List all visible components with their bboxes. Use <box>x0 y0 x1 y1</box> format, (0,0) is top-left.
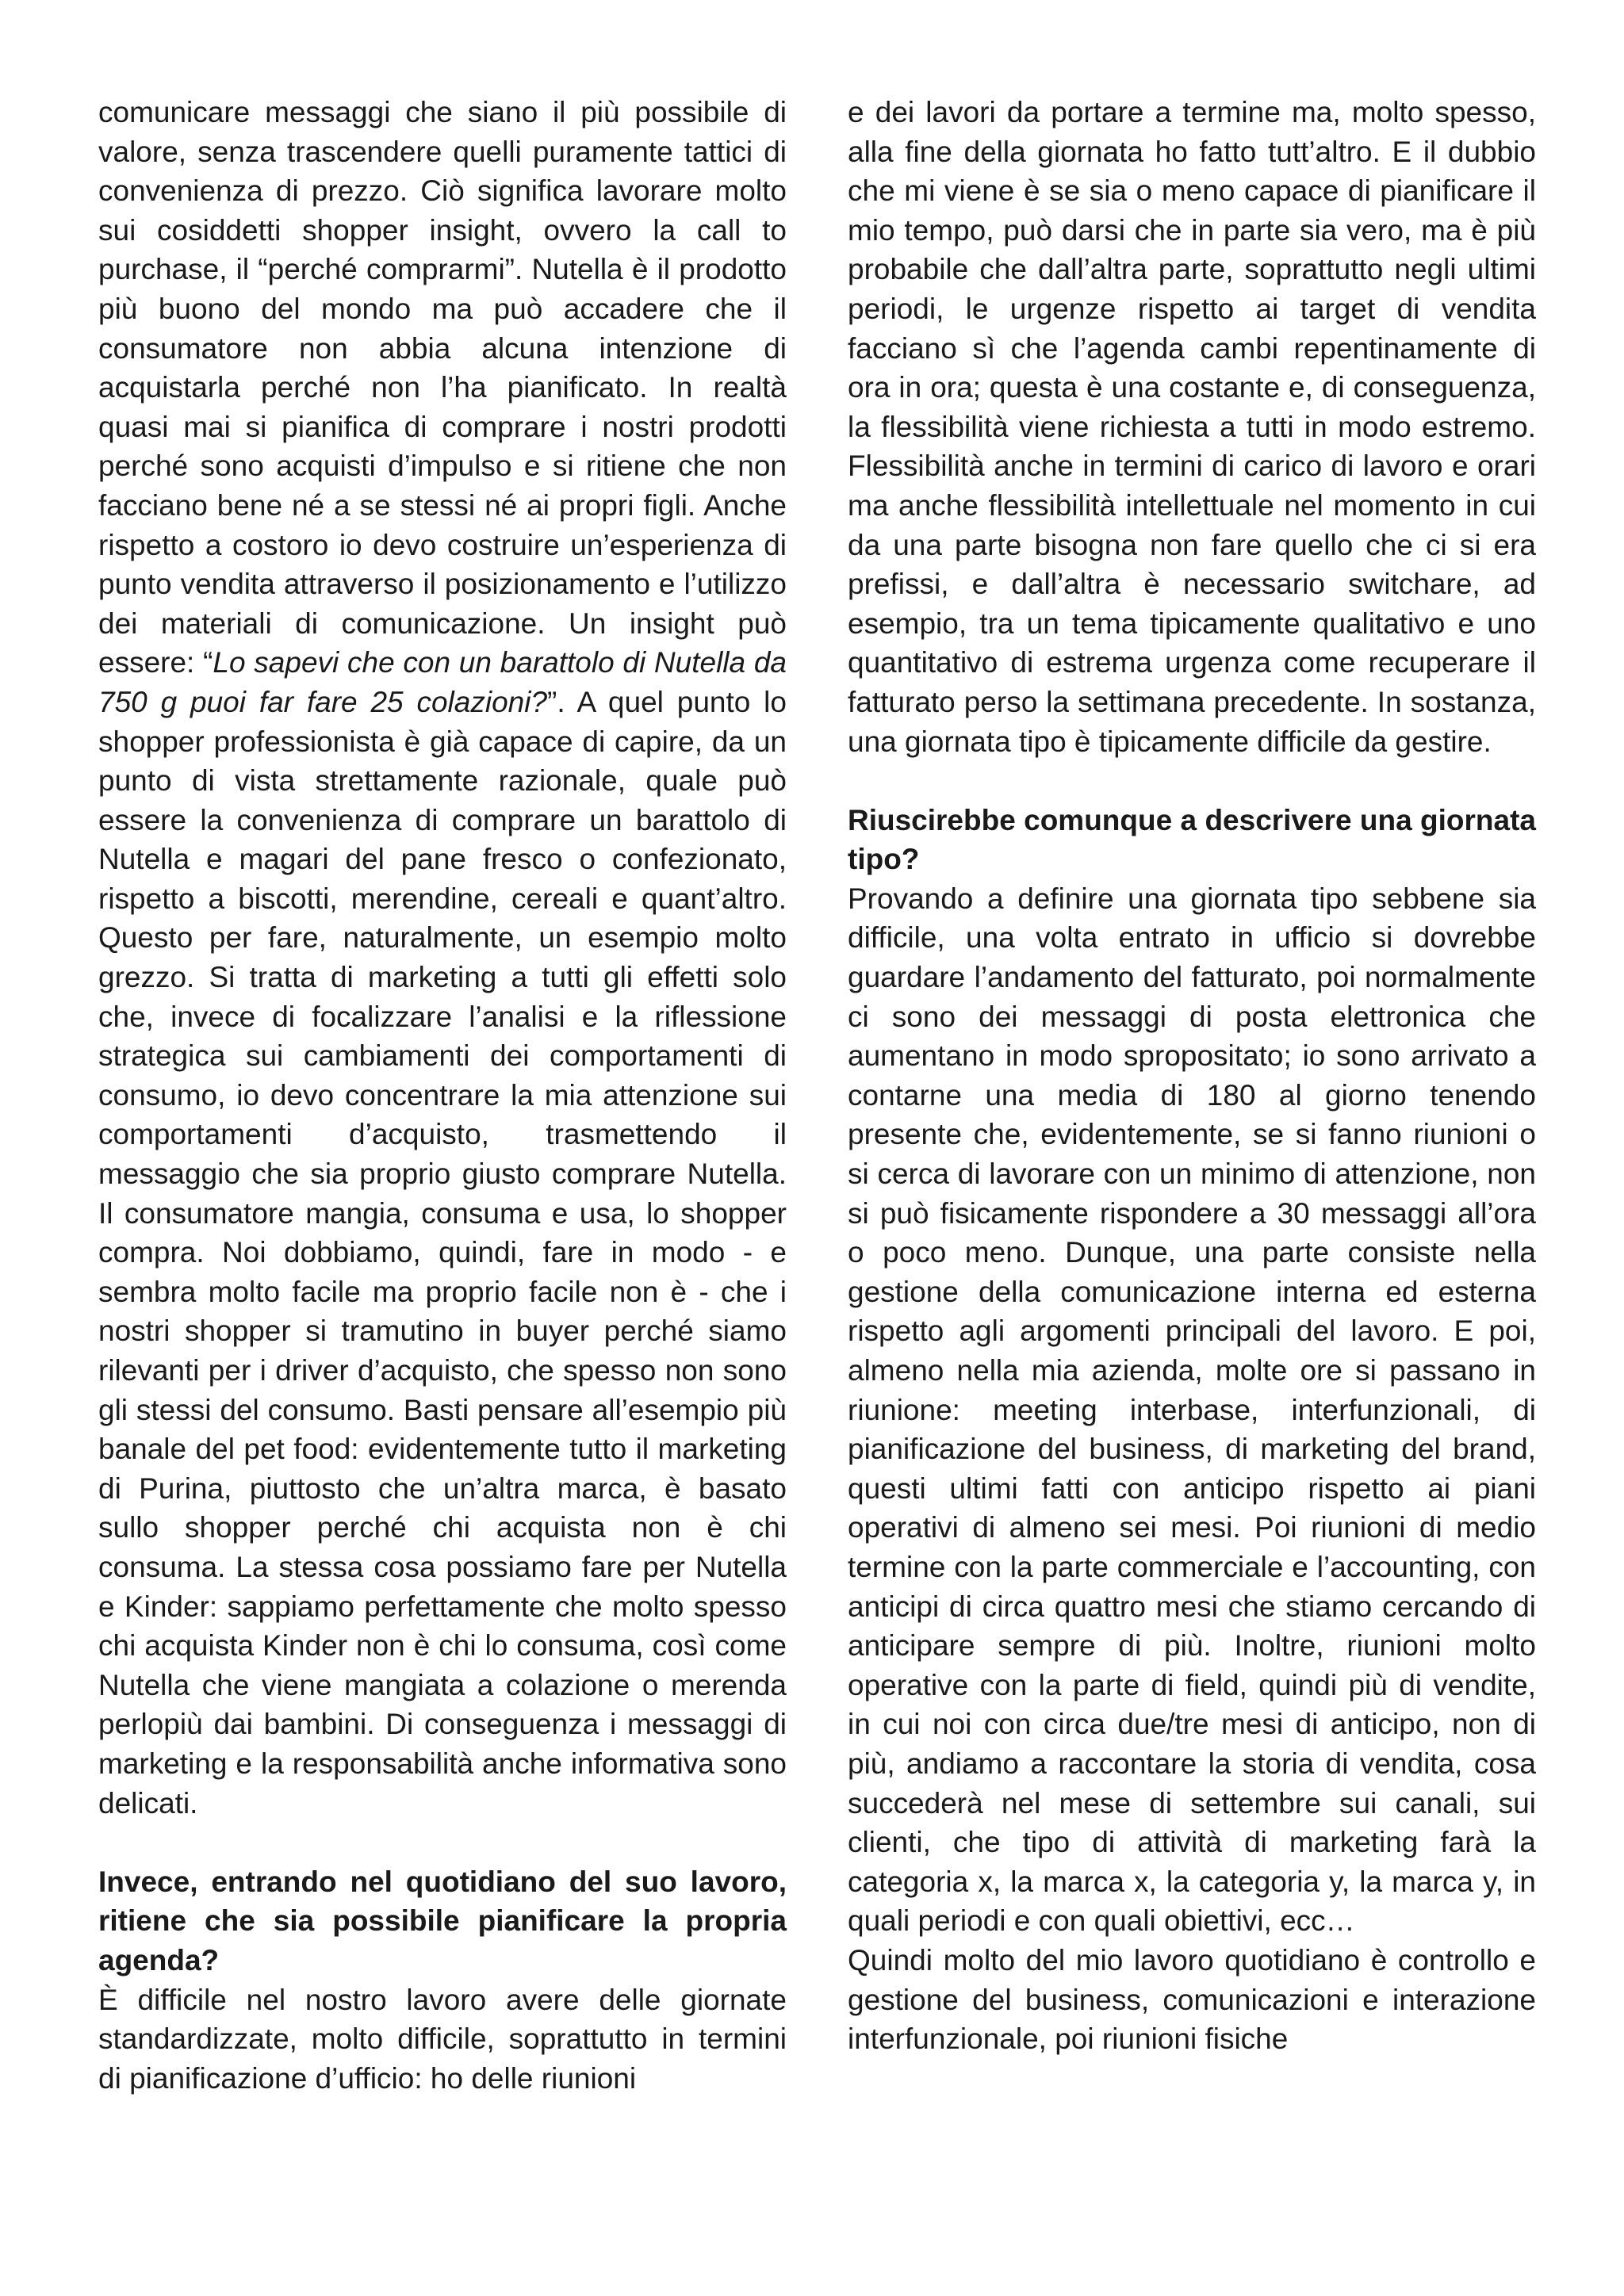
paragraph-text: ”. A quel punto lo shopper professionista è già capace di capire, da un punto di vista strettamente razionale, quale può essere la convenienza di comprare un barattolo di Nutella e magari del pane fresco o confezionato, rispetto a biscotti, merendine, cereali e quant’altro. Questo per fare, naturalmente, un esempio molto grezzo. Si tratta di marketing a tutti gli effetti solo che, invece di focalizzare l’analisi e la riflessione strategica sui cambiamenti dei comportamenti di consumo, io devo concentrare la mia attenzione sui comportamenti d’acquisto, trasmettendo il messaggio che sia proprio giusto comprare Nutella. Il consumatore mangia, consuma e usa, lo shopper compra. Noi dobbiamo, quindi, fare in modo - e sembra molto facile ma proprio facile non è - che i nostri shopper si tramutino in buyer perché siamo rilevanti per i driver d’acquisto, che spesso non sono gli stessi del consumo. Basti pensare all’esempio più banale del pet food: evidentemente tutto il marketing di Purina, piuttosto che un’altra marca, è basato sullo shopper perché chi acquista non è chi consuma. La stessa cosa possiamo fare per Nutella e Kinder: sappiamo perfettamente che molto spesso chi acquista Kinder non è chi lo consuma, così come Nutella che viene mangiata a colazione o merenda perlopiù dai bambini. Di conseguenza i messaggi di marketing e la responsabilità anche informativa sono delicati. <box>98 685 787 1820</box>
question-heading-agenda: Invece, entrando nel quotidiano del suo lavoro, ritiene che sia possibile pianificare la propria agenda? <box>98 1865 787 1976</box>
paragraph-daily-work: Quindi molto del mio lavoro quotidiano è controllo e gestione del business, comunicazioni e interazione interfunzionale, poi riunioni fisiche <box>848 1943 1536 2056</box>
spacer <box>98 1823 787 1862</box>
paragraph-answer-agenda: È difficile nel nostro lavoro avere delle giornate standardizzate, molto difficile, soprattutto in termini di pianificazione d’ufficio: ho delle riunioni <box>98 1983 787 2095</box>
right-column <box>848 93 1536 2059</box>
left-column <box>98 93 787 2098</box>
paragraph-shopper-insight <box>98 93 787 1823</box>
question-heading-typical-day: Riuscirebbe comunque a descrivere una giornata tipo? <box>848 803 1536 876</box>
paragraph-typical-day: Provando a definire una giornata tipo sebbene sia difficile, una volta entrato in ufficio si dovrebbe guardare l’andamento del fatturato, poi normalmente ci sono dei messaggi di posta elettronica che aumentano in modo spropositato; io sono arrivato a contarne una media di 180 al giorno tenendo presente che, evidentemente, se si fanno riunioni o si cerca di lavorare con un minimo di attenzione, non si può fisicamente rispondere a 30 messaggi all’ora o poco meno. Dunque, una parte consiste nella gestione della comunicazione interna ed esterna rispetto agli argomenti principali del lavoro. E poi, almeno nella mia azienda, molte ore si passano in riunione: meeting interbase, interfunzionali, di pianificazione del business, di marketing del brand, questi ultimi fatti con anticipo rispetto ai piani operativi di almeno sei mesi. Poi riunioni di medio termine con la parte commerciale e l’accounting, con anticipi di circa quattro mesi che stiamo cercando di anticipare sempre di più. Inoltre, riunioni molto operative con la parte di field, quindi più di vendite, in cui noi con circa due/tre mesi di anticipo, non di più, andiamo a raccontare la storia di vendita, cosa succederà nel mese di settembre sui canali, sui clienti, che tipo di attività di marketing farà la categoria x, la marca x, la categoria y, la marca y, in quali periodi e con quali obiettivi, ecc… <box>848 882 1536 1938</box>
insight-quote: Lo sapevi che con un barattolo di Nutella da 750 g puoi far fare 25 colazioni? <box>98 646 787 718</box>
paragraph-text: comunicare messaggi che siano il più possibile di valore, senza trascendere quelli puramente tattici di convenienza di prezzo. Ciò significa lavorare molto sui cosiddetti shopper insight, ovvero la call to purchase, il “perché comprarmi”. Nutella è il prodotto più buono del mondo ma può accadere che il consumatore non abbia alcuna intenzione di acquistarla perché non l’ha pianificato. In realtà quasi mai si pianifica di comprare i nostri prodotti perché sono acquisti d’impulso e si ritiene che non facciano bene né a se stessi né ai propri figli. Anche rispetto a costoro io devo costruire un’esperienza di punto vendita attraverso il posizionamento e l’utilizzo dei materiali di comunicazione. Un insight può essere: “ <box>98 96 787 679</box>
spacer <box>848 761 1536 801</box>
paragraph-flexibility: e dei lavori da portare a termine ma, molto spesso, alla fine della giornata ho fatto tutt’altro. E il dubbio che mi viene è se sia o meno capace di pianificare il mio tempo, può darsi che in parte sia vero, ma è più probabile che dall’altra parte, soprattutto negli ultimi periodi, le urgenze rispetto ai target di vendita facciano sì che l’agenda cambi repentinamente di ora in ora; questa è una costante e, di conseguenza, la flessibilità viene richiesta a tutti in modo estremo. Flessibilità anche in termini di carico di lavoro e orari ma anche flessibilità intellettuale nel momento in cui da una parte bisogna non fare quello che ci si era prefissi, e dall’altra è necessario switchare, ad esempio, tra un tema tipicamente qualitativo e uno quantitativo di estrema urgenza come recuperare il fatturato perso la settimana precedente. In sostanza, una giornata tipo è tipicamente difficile da gestire. <box>848 96 1536 758</box>
